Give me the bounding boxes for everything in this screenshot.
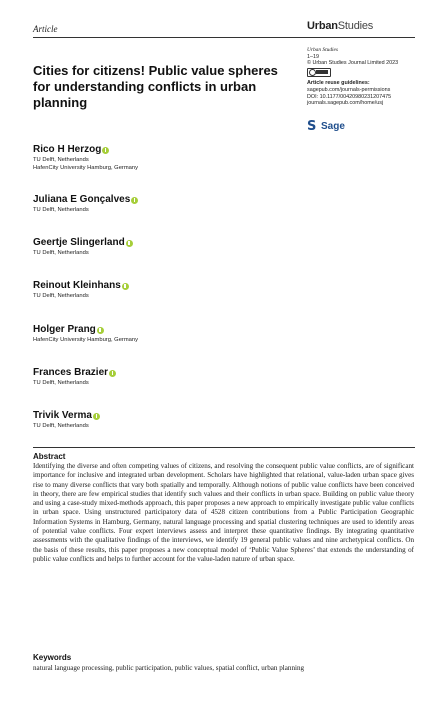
header-divider (33, 37, 415, 38)
author-name: Geertje Slingerland (33, 237, 125, 248)
cc-bar-icon (316, 70, 328, 74)
meta-journal-link[interactable]: journals.sagepub.com/home/usj (307, 100, 384, 107)
author-name: Rico H Herzog (33, 144, 102, 155)
author-item (33, 275, 129, 301)
orcid-icon[interactable] (102, 147, 109, 154)
author-affiliation: HafenCity University Hamburg, Germany (33, 164, 139, 171)
author-name: Frances Brazier (33, 367, 109, 378)
author-affiliation: TU Delft, Netherlands (33, 207, 89, 213)
author-item (33, 405, 100, 431)
author-affiliation: HafenCity University Hamburg, Germany (33, 337, 139, 343)
meta-reuse-link[interactable]: sagepub.com/journals-permissions (307, 86, 391, 93)
article-type-label: Article (33, 24, 58, 34)
author-item (33, 232, 133, 258)
author-affiliation: TU Delft, Netherlands (33, 157, 89, 163)
orcid-icon[interactable] (126, 240, 133, 247)
paper-title: Cities for citizens! Public value spheres for understanding conflicts in urban planning (33, 63, 278, 110)
sage-s-icon: S (307, 119, 317, 134)
journal-brand-logo (307, 20, 373, 32)
abstract-heading: Abstract (33, 452, 66, 461)
author-item (33, 362, 116, 388)
author-affiliation: TU Delft, Netherlands (33, 380, 89, 386)
abstract-divider (33, 447, 415, 448)
creative-commons-license-icon[interactable] (307, 68, 331, 77)
abstract-text: Identifying the diverse and often competing values of citizens, and resolving the consequent public value conflicts, are of significant importance for inclusive and integrated urban development. Scholars have highlighted that relational, value-laden urban space gives rise to many diverse conflicts that vary both spatially and temporally. Although notions of public value conflicts have been conceived in theory, there are few empirical studies that identify such values and their conflicts in urban space. Building on public value theory and using a case-study mixed-methods approach, this paper proposes a new approach to empirically investigate public value conflicts in urban space. Using unstructured participatory data of 4528 citizen contributions from a Public Participation Geographic Information Systems in Hamburg, Germany, natural language processing and spatial clustering techniques are used to identify areas of potential value conflicts. Four expert interviews assess and interpret these quantitative findings. By integrating quantitative assessments with the qualitative findings of the interviews, we identify 19 general public values and nine archetypical conflicts. On the basis of these results, this paper proposes a new conceptual model of ‘Public Value Spheres’ that extends the understanding of public value conflicts and helps to further account for the value-laden nature of urban space. (33, 462, 414, 563)
publisher-logo (307, 121, 345, 132)
author-affiliation: TU Delft, Netherlands (33, 293, 89, 299)
brand-bold-text: Urban (307, 20, 338, 32)
author-item (33, 319, 138, 345)
cc-circle-icon (309, 69, 316, 76)
author-name: Juliana E Gonçalves (33, 194, 131, 205)
meta-journal: Urban Studies (307, 47, 338, 53)
orcid-icon[interactable] (131, 197, 138, 204)
orcid-icon[interactable] (93, 413, 100, 420)
publisher-name: Sage (321, 121, 345, 132)
orcid-icon[interactable] (109, 370, 116, 377)
meta-reuse-heading: Article reuse guidelines: (307, 80, 370, 87)
orcid-icon[interactable] (97, 327, 104, 334)
meta-doi[interactable]: DOI: 10.1177/00420980231207475 (307, 93, 392, 100)
orcid-icon[interactable] (122, 283, 129, 290)
meta-pages: 1–19 (307, 53, 319, 60)
author-name: Holger Prang (33, 324, 96, 335)
author-item (33, 189, 138, 215)
author-affiliation: TU Delft, Netherlands (33, 423, 89, 429)
keywords-text: natural language processing, public participation, public values, spatial conflict, urban planning (33, 664, 305, 672)
keywords-heading: Keywords (33, 653, 72, 662)
author-name: Reinout Kleinhans (33, 280, 121, 291)
author-affiliation: TU Delft, Netherlands (33, 250, 89, 256)
author-item (33, 139, 138, 172)
publication-meta (307, 47, 419, 107)
meta-copyright: © Urban Studies Journal Limited 2023 (307, 60, 399, 67)
brand-light-text: Studies (337, 20, 374, 32)
author-name: Trivik Verma (33, 410, 92, 421)
